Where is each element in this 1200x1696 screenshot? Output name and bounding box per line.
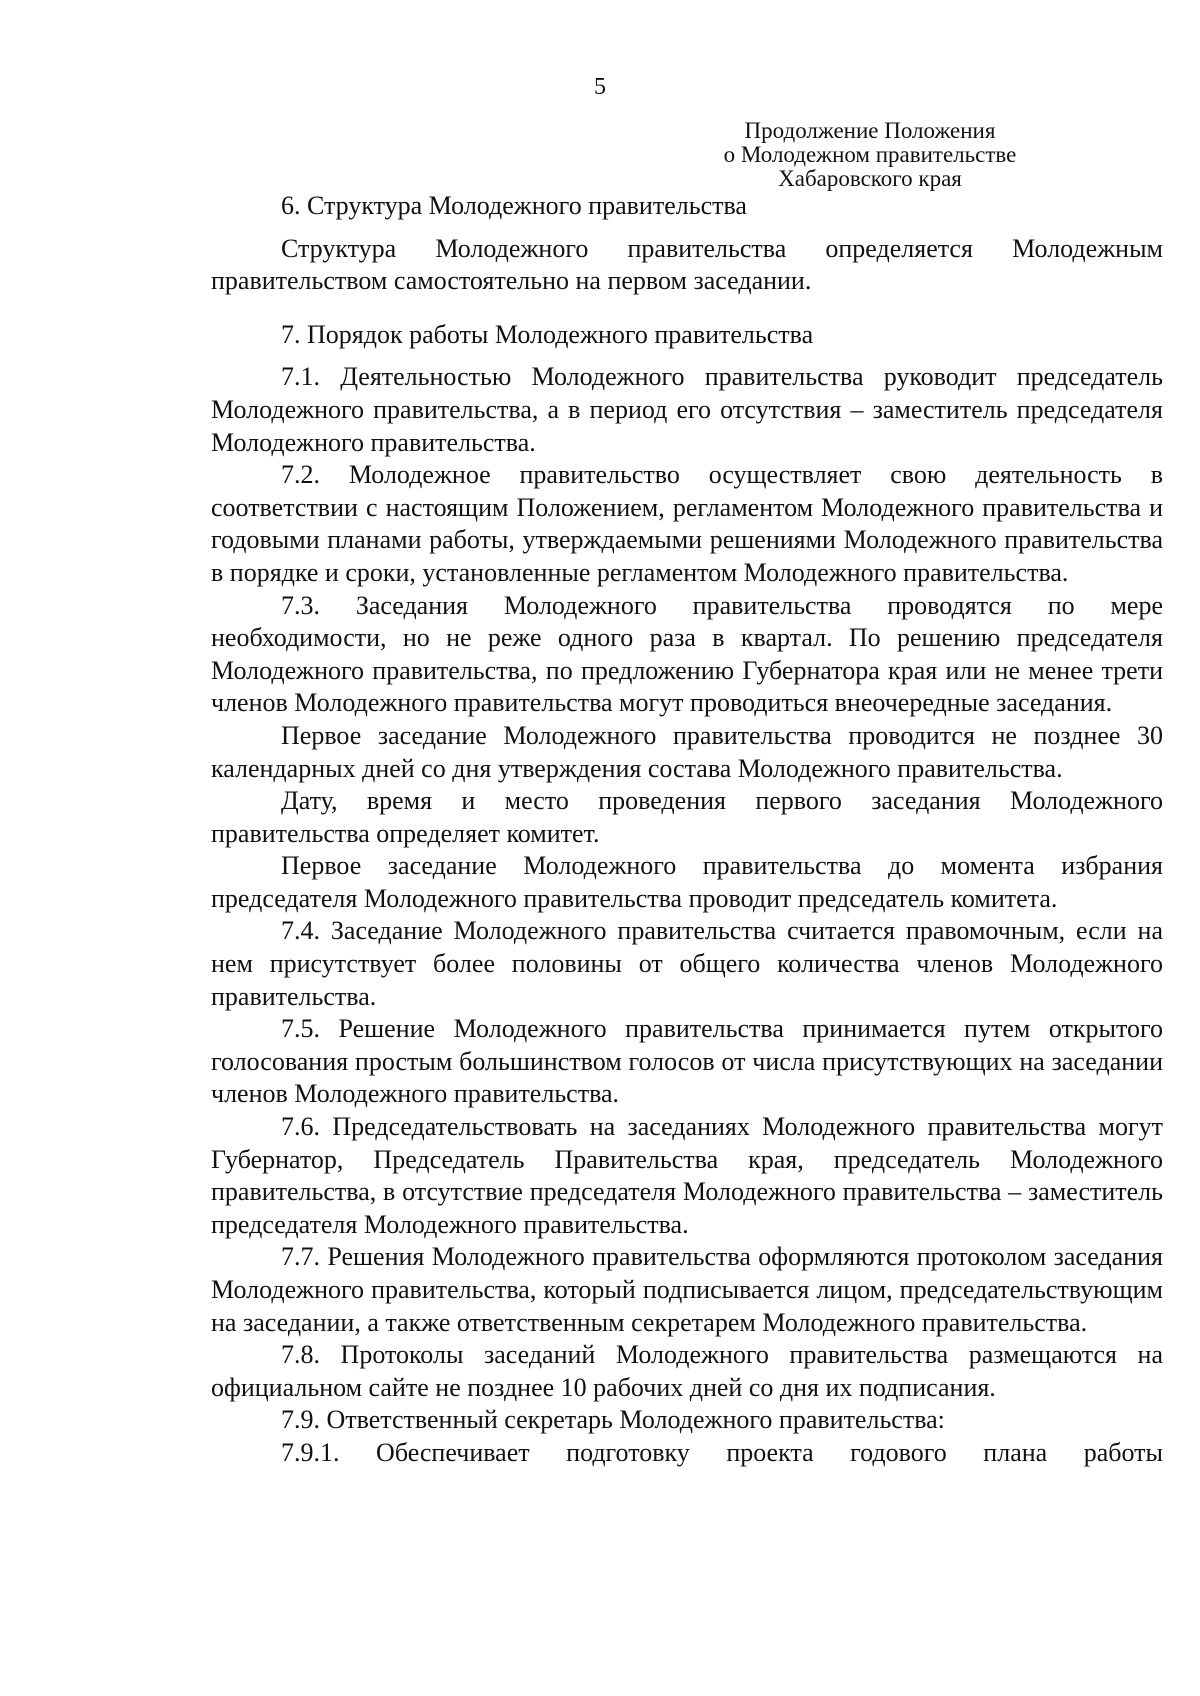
paragraph-7-9: 7.9. Ответственный секретарь Молодежного правительства: [281, 1405, 945, 1435]
continuation-note-line: Продолжение Положения [744, 118, 996, 143]
paragraph-7-7: 7.7. Решения Молодежного правительства оформляются протоколом заседания Молодежного правительства, который подписывается лицом, председательствующим на заседании, а также ответственным секретарем Молодежного правительства. [211, 1242, 1163, 1337]
continuation-note-line: о Молодежном правительстве [723, 142, 1017, 167]
paragraph-7-6: 7.6. Председательствовать на заседаниях Молодежного правительства могут Губернатор, Председатель Правительства края, председатель Молодежного правительства, в отсутствие председателя Молодежного правительства – заместитель председателя Молодежного правительства. [211, 1112, 1163, 1239]
section-6-paragraph: Структура Молодежного правительства определяется Молодежным правительством самостоятельно на первом заседании. [211, 233, 1163, 296]
page-number: 5 [594, 74, 606, 100]
paragraph-7-2: 7.2. Молодежное правительство осуществляет свою деятельность в соответствии с настоящим Положением, регламентом Молодежного правительства и годовыми планами работы, утверждаемыми решениями Молодежного правительства в порядке и сроки, установленные регламентом Молодежного правительства. [211, 460, 1163, 587]
paragraph-7-3-date-place: Дату, время и место проведения первого заседания Молодежного правительства определяет комитет. [211, 786, 1163, 848]
paragraph-7-1: 7.1. Деятельностью Молодежного правительства руководит председатель Молодежного правительства, а в период его отсутствия – заместитель председателя Молодежного правительства. [211, 362, 1163, 457]
continuation-note-line: Хабаровского края [778, 166, 962, 191]
paragraph-7-5: 7.5. Решение Молодежного правительства принимается путем открытого голосования простым большинством голосов от числа присутствующих на заседании членов Молодежного правительства. [211, 1014, 1163, 1109]
continuation-note [660, 119, 1080, 191]
paragraph-7-3: 7.3. Заседания Молодежного правительства проводятся по мере необходимости, но не реже одного раза в квартал. По решению председателя Молодежного правительства, по предложению Губернатора края или не менее трети членов Молодежного правительства могут проводиться внеочередные заседания. [211, 590, 1163, 718]
paragraph-7-8: 7.8. Протоколы заседаний Молодежного правительства размещаются на официальном сайте не позднее 10 рабочих дней со дня их подписания. [211, 1340, 1163, 1402]
document-body [211, 190, 1163, 1470]
paragraph-7-3-chair-first-meeting: Первое заседание Молодежного правительства до момента избрания председателя Молодежного правительства проводит председатель комитета. [211, 851, 1163, 913]
section-7-heading: 7. Порядок работы Молодежного правительства [281, 319, 814, 349]
paragraph-7-9-1: 7.9.1. Обеспечивает подготовку проекта годового плана работы [281, 1437, 1163, 1467]
section-6-heading: 6. Структура Молодежного правительства [281, 191, 747, 220]
paragraph-7-3-first-meeting: Первое заседание Молодежного правительства проводится не позднее 30 календарных дней со дня утверждения состава Молодежного правительства. [211, 720, 1163, 783]
paragraph-7-4: 7.4. Заседание Молодежного правительства считается правомочным, если на нем присутствует более половины от общего количества членов Молодежного правительства. [211, 916, 1163, 1011]
